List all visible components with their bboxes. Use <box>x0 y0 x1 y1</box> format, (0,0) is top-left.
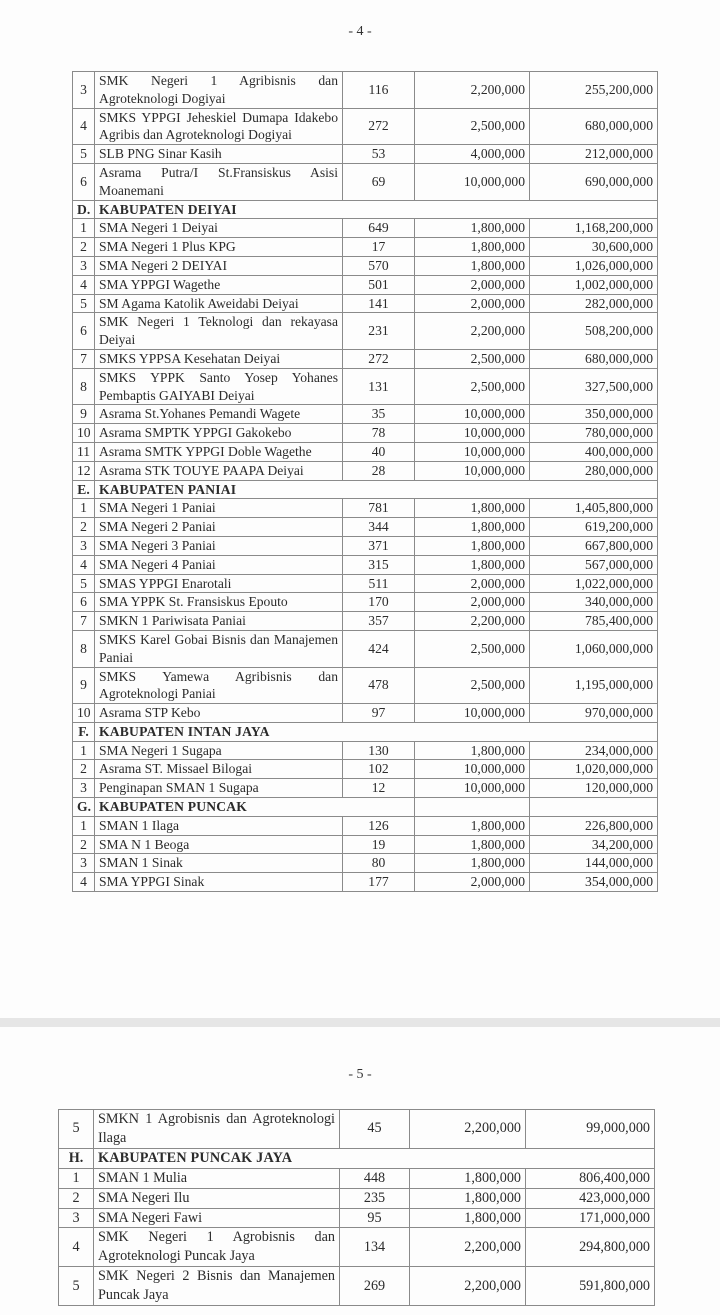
allocation-table-page-4 <box>72 71 658 892</box>
total-amount: 1,195,000,000 <box>530 667 658 704</box>
table-row <box>73 499 658 518</box>
student-count: 141 <box>343 294 415 313</box>
unit-amount: 10,000,000 <box>415 405 530 424</box>
student-count: 80 <box>343 854 415 873</box>
row-number: 9 <box>73 667 95 704</box>
school-name: SMKN 1 Pariwisata Paniai <box>95 612 343 631</box>
total-amount: 350,000,000 <box>530 405 658 424</box>
section-letter: H. <box>59 1148 94 1168</box>
section-header-row <box>73 480 658 499</box>
row-number: 4 <box>73 275 95 294</box>
row-number: 7 <box>73 349 95 368</box>
row-number: 10 <box>73 704 95 723</box>
school-name: SMKS Karel Gobai Bisnis dan Manajemen Paniai <box>95 630 343 667</box>
total-amount: 970,000,000 <box>530 704 658 723</box>
student-count: 344 <box>343 518 415 537</box>
table-row <box>73 518 658 537</box>
school-name: SMKN 1 Agrobisnis dan Agroteknologi Ilaga <box>94 1110 340 1149</box>
school-name: SMAN 1 Ilaga <box>95 816 343 835</box>
total-amount: 1,168,200,000 <box>530 219 658 238</box>
school-name: SMA Negeri 1 Plus KPG <box>95 238 343 257</box>
table-row <box>59 1228 655 1267</box>
table-row <box>73 294 658 313</box>
table-body <box>73 72 658 892</box>
table-row <box>73 108 658 145</box>
student-count: 371 <box>343 536 415 555</box>
row-number: 3 <box>73 72 95 109</box>
table-row <box>73 779 658 798</box>
row-number: 2 <box>73 238 95 257</box>
total-amount: 400,000,000 <box>530 442 658 461</box>
unit-amount: 1,800,000 <box>415 256 530 275</box>
unit-amount: 1,800,000 <box>415 499 530 518</box>
table-row <box>73 461 658 480</box>
unit-amount: 2,200,000 <box>415 612 530 631</box>
unit-amount: 1,800,000 <box>415 238 530 257</box>
table-row <box>73 630 658 667</box>
row-number: 2 <box>73 835 95 854</box>
school-name: Penginapan SMAN 1 Sugapa <box>95 779 343 798</box>
table-row <box>73 667 658 704</box>
unit-amount: 2,200,000 <box>415 313 530 350</box>
student-count: 478 <box>343 667 415 704</box>
unit-amount: 2,500,000 <box>415 630 530 667</box>
student-count: 45 <box>340 1110 410 1149</box>
unit-amount: 10,000,000 <box>415 461 530 480</box>
total-amount: 780,000,000 <box>530 424 658 443</box>
unit-amount: 2,500,000 <box>415 368 530 405</box>
total-amount: 508,200,000 <box>530 313 658 350</box>
page-separator <box>0 1018 720 1027</box>
table-row <box>73 219 658 238</box>
row-number: 10 <box>73 424 95 443</box>
school-name: Asrama SMTK YPPGI Doble Wagethe <box>95 442 343 461</box>
school-name: SMA N 1 Beoga <box>95 835 343 854</box>
school-name: SMK Negeri 2 Bisnis dan Manajemen Puncak Jaya <box>94 1267 340 1306</box>
row-number: 5 <box>73 574 95 593</box>
row-number: 3 <box>59 1208 94 1228</box>
row-number: 3 <box>73 256 95 275</box>
unit-amount: 1,800,000 <box>410 1188 526 1208</box>
student-count: 315 <box>343 555 415 574</box>
student-count: 170 <box>343 593 415 612</box>
table-row <box>73 555 658 574</box>
student-count: 17 <box>343 238 415 257</box>
unit-amount: 2,000,000 <box>415 275 530 294</box>
table-row <box>73 442 658 461</box>
unit-amount: 2,000,000 <box>415 873 530 892</box>
unit-amount: 10,000,000 <box>415 424 530 443</box>
row-number: 6 <box>73 593 95 612</box>
total-amount: 30,600,000 <box>530 238 658 257</box>
row-number: 3 <box>73 536 95 555</box>
student-count: 69 <box>343 163 415 200</box>
student-count: 570 <box>343 256 415 275</box>
table-row <box>73 612 658 631</box>
table-row <box>59 1110 655 1149</box>
school-name: SMKS Yamewa Agribisnis dan Agroteknologi Paniai <box>95 667 343 704</box>
section-title: KABUPATEN PANIAI <box>95 480 658 499</box>
table-row <box>59 1267 655 1306</box>
table-row <box>73 873 658 892</box>
table-row <box>73 405 658 424</box>
student-count: 53 <box>343 145 415 164</box>
row-number: 1 <box>73 741 95 760</box>
total-amount: 667,800,000 <box>530 536 658 555</box>
unit-amount: 1,800,000 <box>410 1208 526 1228</box>
table-row <box>73 163 658 200</box>
student-count: 131 <box>343 368 415 405</box>
school-name: SMA Negeri 4 Paniai <box>95 555 343 574</box>
total-amount: 234,000,000 <box>530 741 658 760</box>
table-row <box>73 424 658 443</box>
table-body <box>59 1110 655 1306</box>
table-row <box>73 741 658 760</box>
student-count: 40 <box>343 442 415 461</box>
student-count: 102 <box>343 760 415 779</box>
student-count: 781 <box>343 499 415 518</box>
section-title: KABUPATEN PUNCAK <box>95 798 415 817</box>
unit-amount: 1,800,000 <box>410 1168 526 1188</box>
student-count: 35 <box>343 405 415 424</box>
row-number: 2 <box>59 1188 94 1208</box>
school-name: Asrama STP Kebo <box>95 704 343 723</box>
table-row <box>73 145 658 164</box>
page-number: - 4 - <box>348 24 372 39</box>
row-number: 5 <box>73 145 95 164</box>
student-count: 97 <box>343 704 415 723</box>
row-number: 8 <box>73 630 95 667</box>
school-name: SMA YPPGI Wagethe <box>95 275 343 294</box>
unit-amount: 1,800,000 <box>415 219 530 238</box>
table-row <box>73 760 658 779</box>
student-count: 269 <box>340 1267 410 1306</box>
row-number: 1 <box>73 219 95 238</box>
unit-amount: 1,800,000 <box>415 816 530 835</box>
total-amount: 212,000,000 <box>530 145 658 164</box>
student-count: 95 <box>340 1208 410 1228</box>
student-count: 448 <box>340 1168 410 1188</box>
school-name: SMA Negeri 2 DEIYAI <box>95 256 343 275</box>
total-amount: 1,060,000,000 <box>530 630 658 667</box>
table-row <box>73 72 658 109</box>
total-amount: 1,405,800,000 <box>530 499 658 518</box>
total-amount: 144,000,000 <box>530 854 658 873</box>
total-amount: 34,200,000 <box>530 835 658 854</box>
total-amount: 294,800,000 <box>526 1228 655 1267</box>
row-number: 11 <box>73 442 95 461</box>
total-amount: 1,002,000,000 <box>530 275 658 294</box>
section-title: KABUPATEN INTAN JAYA <box>95 722 658 741</box>
row-number: 3 <box>73 854 95 873</box>
unit-amount: 10,000,000 <box>415 163 530 200</box>
school-name: Asrama ST. Missael Bilogai <box>95 760 343 779</box>
school-name: SMKS YPPGI Jeheskiel Dumapa Idakebo Agribis dan Agroteknologi Dogiyai <box>95 108 343 145</box>
student-count: 177 <box>343 873 415 892</box>
table-row <box>73 536 658 555</box>
table-row <box>73 854 658 873</box>
total-amount: 680,000,000 <box>530 349 658 368</box>
table-row <box>73 349 658 368</box>
table-row <box>73 275 658 294</box>
allocation-table-page-5 <box>58 1109 655 1306</box>
section-header-row <box>73 200 658 219</box>
total-amount: 567,000,000 <box>530 555 658 574</box>
unit-amount: 1,800,000 <box>415 555 530 574</box>
unit-amount: 2,500,000 <box>415 667 530 704</box>
table-row <box>73 238 658 257</box>
unit-amount: 2,200,000 <box>415 72 530 109</box>
table-row <box>59 1188 655 1208</box>
row-number: 7 <box>73 612 95 631</box>
school-name: SMAN 1 Sinak <box>95 854 343 873</box>
table-row <box>73 368 658 405</box>
unit-amount: 2,200,000 <box>410 1228 526 1267</box>
school-name: SMA YPPGI Sinak <box>95 873 343 892</box>
unit-amount: 1,800,000 <box>415 536 530 555</box>
total-amount: 99,000,000 <box>526 1110 655 1149</box>
section-title: KABUPATEN DEIYAI <box>95 200 658 219</box>
unit-amount: 2,000,000 <box>415 593 530 612</box>
student-count: 130 <box>343 741 415 760</box>
school-name: SMA Negeri Ilu <box>94 1188 340 1208</box>
school-name: Asrama STK TOUYE PAAPA Deiyai <box>95 461 343 480</box>
school-name: SMA Negeri 1 Paniai <box>95 499 343 518</box>
row-number: 4 <box>59 1228 94 1267</box>
row-number: 12 <box>73 461 95 480</box>
table-row <box>59 1208 655 1228</box>
school-name: SMK Negeri 1 Agrobisnis dan Agroteknologi Puncak Jaya <box>94 1228 340 1267</box>
total-amount: 354,000,000 <box>530 873 658 892</box>
student-count: 357 <box>343 612 415 631</box>
row-number: 3 <box>73 779 95 798</box>
student-count: 12 <box>343 779 415 798</box>
unit-amount: 1,800,000 <box>415 741 530 760</box>
total-amount: 619,200,000 <box>530 518 658 537</box>
total-amount: 591,800,000 <box>526 1267 655 1306</box>
unit-amount: 1,800,000 <box>415 854 530 873</box>
row-number: 4 <box>73 555 95 574</box>
row-number: 5 <box>73 294 95 313</box>
student-count: 511 <box>343 574 415 593</box>
total-amount: 423,000,000 <box>526 1188 655 1208</box>
school-name: SM Agama Katolik Aweidabi Deiyai <box>95 294 343 313</box>
unit-amount: 10,000,000 <box>415 442 530 461</box>
table-row <box>59 1168 655 1188</box>
unit-amount: 2,200,000 <box>410 1267 526 1306</box>
total-amount: 282,000,000 <box>530 294 658 313</box>
total-amount: 1,026,000,000 <box>530 256 658 275</box>
table-row <box>73 256 658 275</box>
school-name: SMAS YPPGI Enarotali <box>95 574 343 593</box>
school-name: SMA Negeri 1 Deiyai <box>95 219 343 238</box>
unit-amount: 10,000,000 <box>415 760 530 779</box>
total-amount: 171,000,000 <box>526 1208 655 1228</box>
unit-amount: 10,000,000 <box>415 704 530 723</box>
row-number: 6 <box>73 163 95 200</box>
page-number: - 5 - <box>348 1067 372 1082</box>
unit-amount: 2,000,000 <box>415 574 530 593</box>
section-letter: G. <box>73 798 95 817</box>
student-count: 126 <box>343 816 415 835</box>
row-number: 1 <box>59 1168 94 1188</box>
student-count: 235 <box>340 1188 410 1208</box>
empty-cell <box>415 798 530 817</box>
table-row <box>73 816 658 835</box>
row-number: 8 <box>73 368 95 405</box>
school-name: SMK Negeri 1 Teknologi dan rekayasa Deiyai <box>95 313 343 350</box>
student-count: 272 <box>343 349 415 368</box>
table-row <box>73 313 658 350</box>
total-amount: 680,000,000 <box>530 108 658 145</box>
school-name: SMA Negeri 2 Paniai <box>95 518 343 537</box>
student-count: 424 <box>343 630 415 667</box>
school-name: SMKS YPPK Santo Yosep Yohanes Pembaptis GAIYABI Deiyai <box>95 368 343 405</box>
total-amount: 255,200,000 <box>530 72 658 109</box>
empty-cell <box>530 798 658 817</box>
student-count: 78 <box>343 424 415 443</box>
school-name: SMA Negeri 3 Paniai <box>95 536 343 555</box>
total-amount: 280,000,000 <box>530 461 658 480</box>
total-amount: 785,400,000 <box>530 612 658 631</box>
row-number: 5 <box>59 1110 94 1149</box>
school-name: Asrama SMPTK YPPGI Gakokebo <box>95 424 343 443</box>
unit-amount: 2,200,000 <box>410 1110 526 1149</box>
section-header-row <box>73 722 658 741</box>
school-name: SMA Negeri 1 Sugapa <box>95 741 343 760</box>
row-number: 1 <box>73 499 95 518</box>
school-name: SMA YPPK St. Fransiskus Epouto <box>95 593 343 612</box>
student-count: 272 <box>343 108 415 145</box>
unit-amount: 2,500,000 <box>415 349 530 368</box>
section-letter: D. <box>73 200 95 219</box>
total-amount: 226,800,000 <box>530 816 658 835</box>
unit-amount: 2,500,000 <box>415 108 530 145</box>
row-number: 6 <box>73 313 95 350</box>
school-name: Asrama Putra/I St.Fransiskus Asisi Moanemani <box>95 163 343 200</box>
section-header-row <box>73 798 658 817</box>
student-count: 231 <box>343 313 415 350</box>
table-row <box>73 574 658 593</box>
unit-amount: 4,000,000 <box>415 145 530 164</box>
unit-amount: 1,800,000 <box>415 835 530 854</box>
row-number: 1 <box>73 816 95 835</box>
total-amount: 327,500,000 <box>530 368 658 405</box>
total-amount: 1,022,000,000 <box>530 574 658 593</box>
unit-amount: 2,000,000 <box>415 294 530 313</box>
total-amount: 120,000,000 <box>530 779 658 798</box>
unit-amount: 10,000,000 <box>415 779 530 798</box>
total-amount: 690,000,000 <box>530 163 658 200</box>
student-count: 501 <box>343 275 415 294</box>
section-title: KABUPATEN PUNCAK JAYA <box>94 1148 655 1168</box>
total-amount: 340,000,000 <box>530 593 658 612</box>
student-count: 134 <box>340 1228 410 1267</box>
row-number: 2 <box>73 518 95 537</box>
school-name: SMKS YPPSA Kesehatan Deiyai <box>95 349 343 368</box>
row-number: 9 <box>73 405 95 424</box>
table-row <box>73 835 658 854</box>
section-header-row <box>59 1148 655 1168</box>
school-name: Asrama St.Yohanes Pemandi Wagete <box>95 405 343 424</box>
table-row <box>73 704 658 723</box>
row-number: 4 <box>73 108 95 145</box>
row-number: 4 <box>73 873 95 892</box>
school-name: SMA Negeri Fawi <box>94 1208 340 1228</box>
student-count: 116 <box>343 72 415 109</box>
total-amount: 806,400,000 <box>526 1168 655 1188</box>
section-letter: E. <box>73 480 95 499</box>
section-letter: F. <box>73 722 95 741</box>
school-name: SMAN 1 Mulia <box>94 1168 340 1188</box>
school-name: SLB PNG Sinar Kasih <box>95 145 343 164</box>
row-number: 5 <box>59 1267 94 1306</box>
student-count: 649 <box>343 219 415 238</box>
student-count: 28 <box>343 461 415 480</box>
student-count: 19 <box>343 835 415 854</box>
total-amount: 1,020,000,000 <box>530 760 658 779</box>
table-row <box>73 593 658 612</box>
unit-amount: 1,800,000 <box>415 518 530 537</box>
school-name: SMK Negeri 1 Agribisnis dan Agroteknologi Dogiyai <box>95 72 343 109</box>
row-number: 2 <box>73 760 95 779</box>
